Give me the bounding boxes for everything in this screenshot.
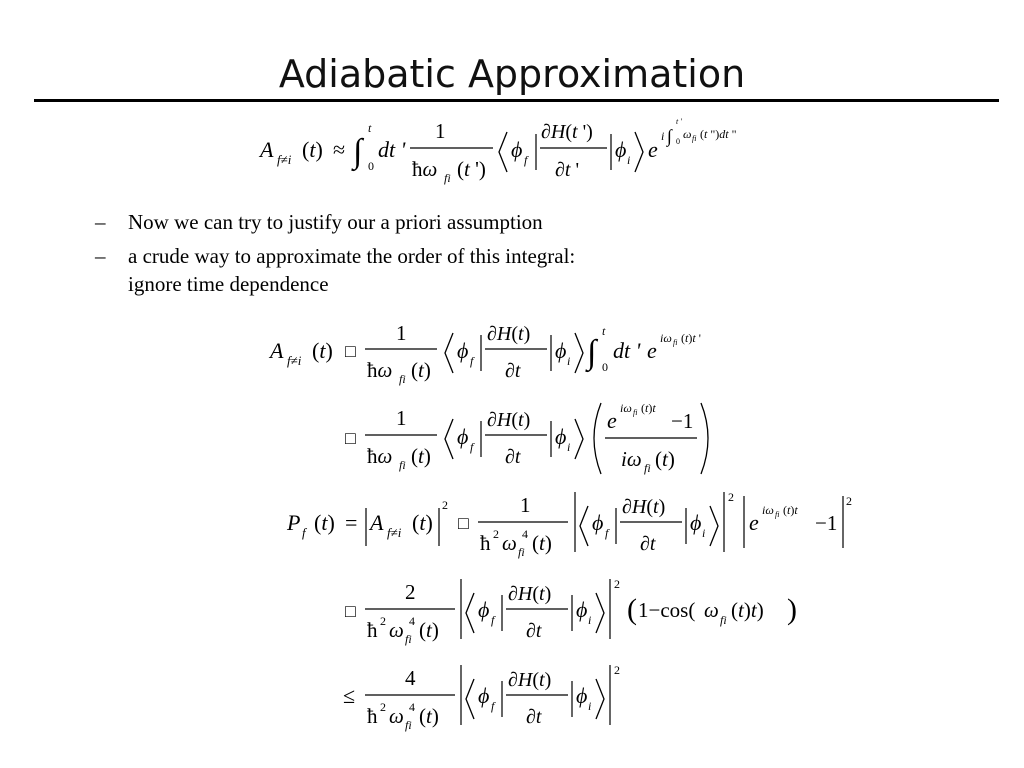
svg-text:f≠i: f≠i [287, 353, 302, 368]
equation-probability-bound [335, 660, 635, 736]
svg-text:(t): (t) [411, 444, 431, 468]
svg-text:fi: fi [775, 510, 780, 519]
svg-text:0: 0 [368, 159, 374, 173]
svg-text:f: f [470, 440, 474, 454]
svg-text:t ': t ' [676, 117, 682, 126]
svg-text:ω: ω [683, 127, 692, 141]
svg-text:∂t: ∂t [526, 620, 542, 642]
svg-text:ϕ: ϕ [457, 338, 469, 363]
svg-text:2: 2 [380, 614, 386, 628]
svg-text:f≠i: f≠i [277, 152, 292, 167]
svg-text:f: f [491, 613, 495, 627]
equation-probability [282, 488, 862, 564]
svg-text:(t)t: (t)t [783, 503, 798, 517]
svg-text:ϕ: ϕ [576, 683, 588, 708]
svg-text:≤: ≤ [343, 683, 356, 708]
svg-text:∂t: ∂t [505, 446, 521, 468]
svg-text:fi: fi [405, 632, 412, 646]
svg-text:A: A [260, 137, 274, 162]
svg-text:ħ: ħ [367, 618, 378, 642]
svg-text:fi: fi [405, 718, 412, 732]
svg-text:(t): (t) [312, 338, 333, 363]
svg-text:dt ': dt ' [378, 137, 406, 162]
title-underline [34, 99, 999, 102]
svg-text:e: e [607, 408, 617, 433]
svg-text:∫: ∫ [587, 334, 597, 371]
svg-text:2: 2 [493, 527, 499, 541]
svg-text:∂t: ∂t [505, 360, 521, 382]
svg-text:□: □ [345, 601, 356, 621]
svg-text:1: 1 [520, 493, 531, 517]
svg-text:iω: iω [660, 331, 672, 345]
svg-text:ϕ: ϕ [511, 137, 523, 162]
equation-amplitude-integral [255, 112, 775, 192]
svg-text:(t): (t) [411, 358, 431, 382]
svg-text:fi: fi [518, 545, 525, 559]
svg-text:(t)t): (t)t) [731, 598, 764, 622]
svg-text:ϕ: ϕ [457, 424, 469, 449]
svg-text:□: □ [345, 341, 356, 361]
svg-text:∂t: ∂t [526, 706, 542, 728]
svg-text:P: P [287, 510, 301, 535]
svg-text:(t): (t) [419, 704, 439, 728]
bullet-text-line: a crude way to approximate the order of this integral: [128, 244, 576, 268]
svg-text:f≠i: f≠i [387, 525, 402, 540]
svg-text:2: 2 [442, 498, 448, 512]
svg-text:4: 4 [522, 527, 528, 541]
bullet-item [95, 208, 795, 236]
svg-text:4: 4 [409, 614, 415, 628]
svg-text:e: e [647, 338, 657, 363]
svg-text:(: ( [627, 593, 637, 626]
svg-text:ħω: ħω [367, 358, 393, 382]
svg-text:ħω: ħω [412, 157, 438, 181]
svg-text:0: 0 [676, 137, 680, 146]
svg-text:t: t [368, 121, 372, 135]
svg-text:1: 1 [435, 119, 446, 143]
svg-text:fi: fi [444, 171, 451, 185]
svg-text:(t ")dt ": (t ")dt " [700, 127, 737, 141]
svg-text:fi: fi [720, 613, 727, 627]
svg-text:i: i [567, 440, 571, 454]
svg-text:e: e [749, 510, 759, 535]
svg-text:ħ: ħ [367, 704, 378, 728]
svg-text:fi: fi [399, 458, 406, 472]
svg-text:4: 4 [409, 700, 415, 714]
svg-text:∂H(t): ∂H(t) [508, 669, 552, 691]
svg-text:(t): (t) [302, 137, 323, 162]
svg-text:(t): (t) [532, 531, 552, 555]
svg-text:ω: ω [502, 531, 517, 555]
svg-text:(t '): (t ') [457, 157, 486, 181]
svg-text:ϕ: ϕ [576, 597, 588, 622]
svg-text:t: t [602, 324, 606, 338]
bullet-text: Now we can try to justify our a priori assumption [128, 210, 543, 234]
svg-text:2: 2 [614, 663, 620, 677]
svg-text:1−cos(: 1−cos( [638, 598, 696, 622]
svg-text:(t): (t) [655, 447, 675, 471]
svg-text:A: A [270, 338, 284, 363]
equation-probability-cosine [335, 574, 815, 650]
svg-text:i: i [702, 526, 706, 540]
svg-text:ϕ: ϕ [592, 510, 604, 535]
svg-text:ħω: ħω [367, 444, 393, 468]
svg-text:(t): (t) [314, 510, 335, 535]
svg-text:□: □ [458, 513, 469, 533]
svg-text:f: f [302, 525, 306, 540]
svg-text:2: 2 [380, 700, 386, 714]
svg-text:fi: fi [644, 461, 651, 475]
svg-text:4: 4 [405, 666, 416, 690]
svg-text:□: □ [345, 428, 356, 448]
svg-text:=: = [345, 510, 358, 535]
svg-text:∫: ∫ [667, 126, 672, 146]
svg-text:ħ: ħ [480, 531, 491, 555]
svg-text:∂t ': ∂t ' [555, 159, 580, 181]
svg-text:∂t: ∂t [640, 533, 656, 555]
svg-text:(t): (t) [412, 510, 433, 535]
svg-text:−1: −1 [815, 511, 838, 535]
svg-text:i: i [588, 613, 592, 627]
svg-text:∂H(t): ∂H(t) [487, 409, 531, 431]
svg-text:2: 2 [614, 577, 620, 591]
bullet-item [95, 242, 795, 298]
svg-text:1: 1 [396, 406, 407, 430]
svg-text:−1: −1 [671, 409, 694, 433]
svg-text:1: 1 [396, 321, 407, 345]
svg-text:∂H(t): ∂H(t) [622, 496, 666, 518]
equation-amplitude-evaluated [335, 398, 735, 482]
svg-text:ω: ω [389, 704, 404, 728]
svg-text:∂H(t): ∂H(t) [487, 323, 531, 345]
svg-text:2: 2 [846, 494, 852, 508]
svg-text:f: f [470, 354, 474, 368]
svg-text:dt ': dt ' [613, 338, 641, 363]
bullet-list [95, 208, 795, 304]
svg-text:(t)t: (t)t [641, 401, 656, 415]
svg-text:e: e [648, 137, 658, 162]
svg-text:fi: fi [399, 372, 406, 386]
svg-text:∂H(t): ∂H(t) [508, 583, 552, 605]
svg-text:0: 0 [602, 360, 608, 374]
equation-amplitude-estimate [265, 315, 725, 395]
svg-text:ω: ω [389, 618, 404, 642]
svg-text:(t)t ': (t)t ' [681, 331, 701, 345]
svg-text:ϕ: ϕ [615, 137, 627, 162]
svg-text:(t): (t) [419, 618, 439, 642]
bullet-marker: – [95, 244, 106, 268]
svg-text:f: f [491, 699, 495, 713]
svg-text:fi: fi [673, 338, 678, 347]
svg-text:i: i [627, 153, 631, 167]
svg-text:ϕ: ϕ [690, 510, 702, 535]
svg-text:iω: iω [620, 401, 632, 415]
svg-text:fi: fi [633, 408, 638, 417]
svg-text:f: f [524, 153, 528, 167]
svg-text:iω: iω [621, 447, 642, 471]
svg-text:): ) [787, 593, 797, 626]
bullet-marker: – [95, 210, 106, 234]
svg-text:2: 2 [405, 580, 416, 604]
svg-text:i: i [567, 354, 571, 368]
svg-text:≈: ≈ [333, 137, 346, 162]
svg-text:A: A [370, 510, 384, 535]
svg-text:ω: ω [704, 598, 719, 622]
svg-text:iω: iω [762, 503, 774, 517]
svg-text:fi: fi [692, 134, 697, 143]
svg-text:ϕ: ϕ [555, 424, 567, 449]
bullet-text-line: ignore time dependence [128, 272, 329, 296]
svg-text:ϕ: ϕ [478, 683, 490, 708]
svg-text:2: 2 [728, 490, 734, 504]
svg-text:ϕ: ϕ [555, 338, 567, 363]
svg-text:∂H(t '): ∂H(t ') [541, 121, 593, 143]
svg-text:i: i [661, 129, 665, 143]
svg-text:f: f [605, 526, 609, 540]
svg-text:i: i [588, 699, 592, 713]
svg-text:∫: ∫ [353, 133, 363, 170]
svg-text:ϕ: ϕ [478, 597, 490, 622]
slide-title: Adiabatic Approximation [278, 52, 746, 96]
